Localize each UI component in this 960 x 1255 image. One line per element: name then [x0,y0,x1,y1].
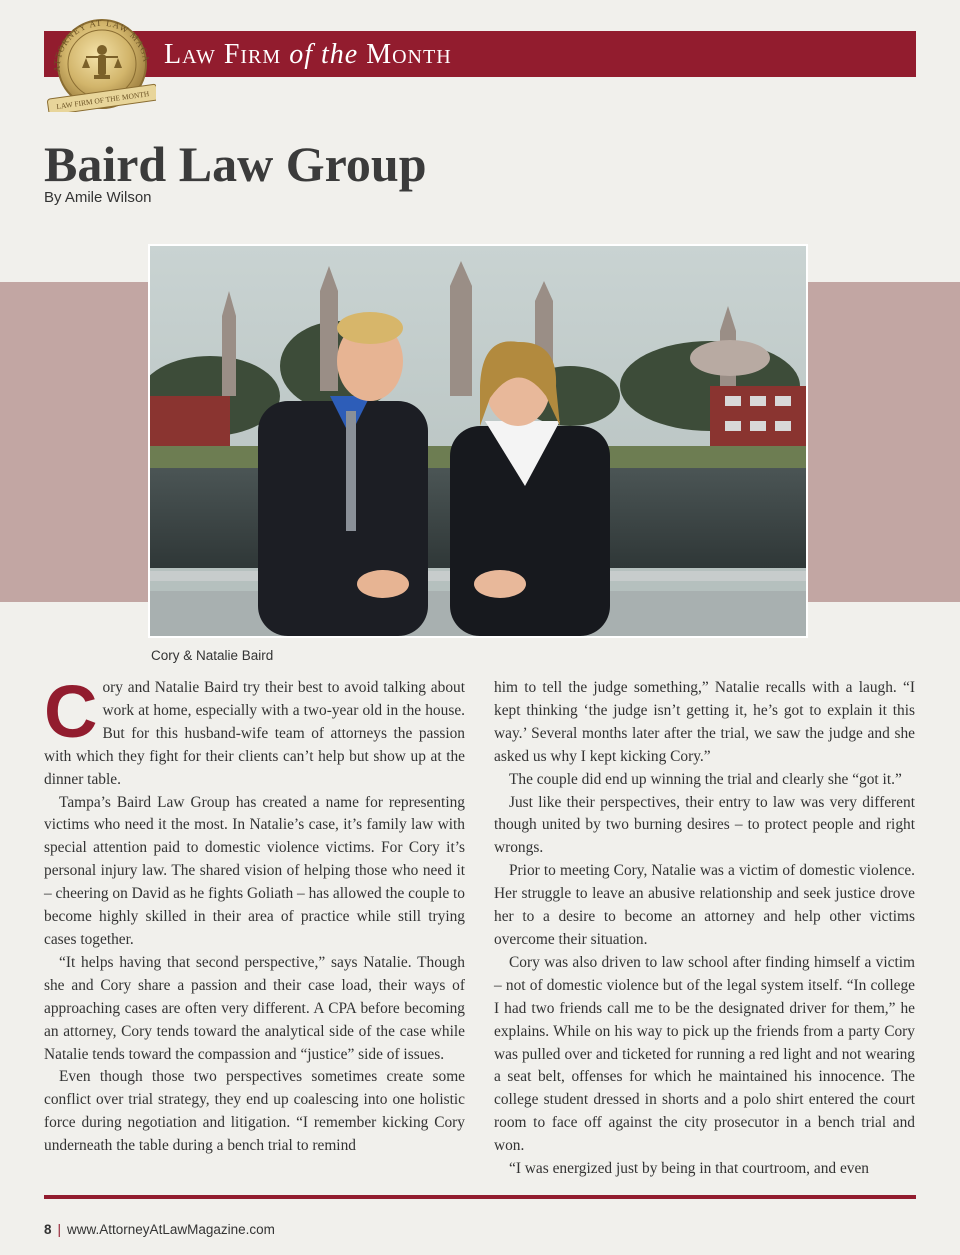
article-byline: By Amile Wilson [44,189,152,206]
page-footer [44,1222,275,1237]
article-paragraph: Cory was also driven to law school after finding himself a victim – not of domestic violence but of the legal system itself. “In college I had two friends call me to be the designated driver for them,” he explains. While on his way to pick up the friends from a party Cory was pulled over and ticketed for running a red light and not wearing a seat belt, offenses for which he maintained his innocence. The college student dressed in shorts and a polo shirt entered the court room to face off against the city prosecutor in a bench trial and won. [494,953,915,1155]
article-paragraph: Prior to meeting Cory, Natalie was a victim of domestic violence. Her struggle to leave an abusive relationship and seek justice drove her to a desire to become an attorney and help other victims overcome their situation. [494,862,915,948]
footer-separator: | [57,1222,62,1237]
article-column-left [44,670,465,1158]
photo-caption: Cory & Natalie Baird [151,648,274,663]
article-paragraph: Tampa’s Baird Law Group has created a name for representing victims who need it the most. In Natalie’s case, it’s family law with special attention paid to domestic violence victims. For Cory it’s personal injury law. The shared vision of helping those who need it – cheering on David as he fights Goliath – has allowed the couple to become highly skilled in their area of practice while still trying cases together. [44,793,465,948]
article-photo [148,244,808,638]
article-paragraph: “I was energized just by being in that courtroom, and even [509,1160,870,1178]
article-paragraph: him to tell the judge something,” Natalie recalls with a laugh. “I kept thinking ‘the judge isn’t getting it, he’s got to explain it this way.’ Several months later after the trial, we saw the judge and she asked us why I kept kicking Cory.” [494,679,915,765]
section-header-bar [44,31,916,77]
article-paragraph: The couple did end up winning the trial and clearly she “got it.” [509,770,902,788]
article-paragraph: Cory and Natalie Baird try their best to avoid talking about work at home, especially with a two-year old in the house. But for this husband-wife team of attorneys the passion with which they fight for their clients can’t help but show up at the dinner table. [44,670,465,788]
article-paragraph: Just like their perspectives, their entry to law was very different though united by two burning desires – to protect people and right wrongs. [494,793,915,857]
footer-divider [44,1195,916,1199]
magazine-seal-logo [40,12,156,112]
article-column-right [494,677,915,1181]
page-number: 8 [44,1222,52,1237]
svg-text:ATTORNEY AT LAW MAGAZINE: ATTORNEY AT LAW MAGA [51,17,152,73]
article-paragraph: “It helps having that second perspective,” says Natalie. Though she and Cory share a passion and their case load, their ways of approaching cases are often very different. A CPA before becoming an attorney, Cory tends toward the analytical side of the case while Natalie tends toward the compassion and “justice” side of issues. [44,953,465,1063]
section-title: Law Firm of the Month [164,39,452,70]
article-paragraph: Even though those two perspectives sometimes create some conflict over trial strategy, they end up coalescing into one holistic force during negotiation and litigation. “I remember kicking Cory underneath the table during a bench trial to remind [44,1068,465,1155]
article-title: Baird Law Group [44,136,427,192]
footer-url[interactable]: www.AttorneyAtLawMagazine.com [67,1222,275,1237]
drop-cap: C [44,670,98,753]
svg-text:LAW FIRM OF THE MONTH: LAW FIRM OF THE MONTH [55,89,150,112]
